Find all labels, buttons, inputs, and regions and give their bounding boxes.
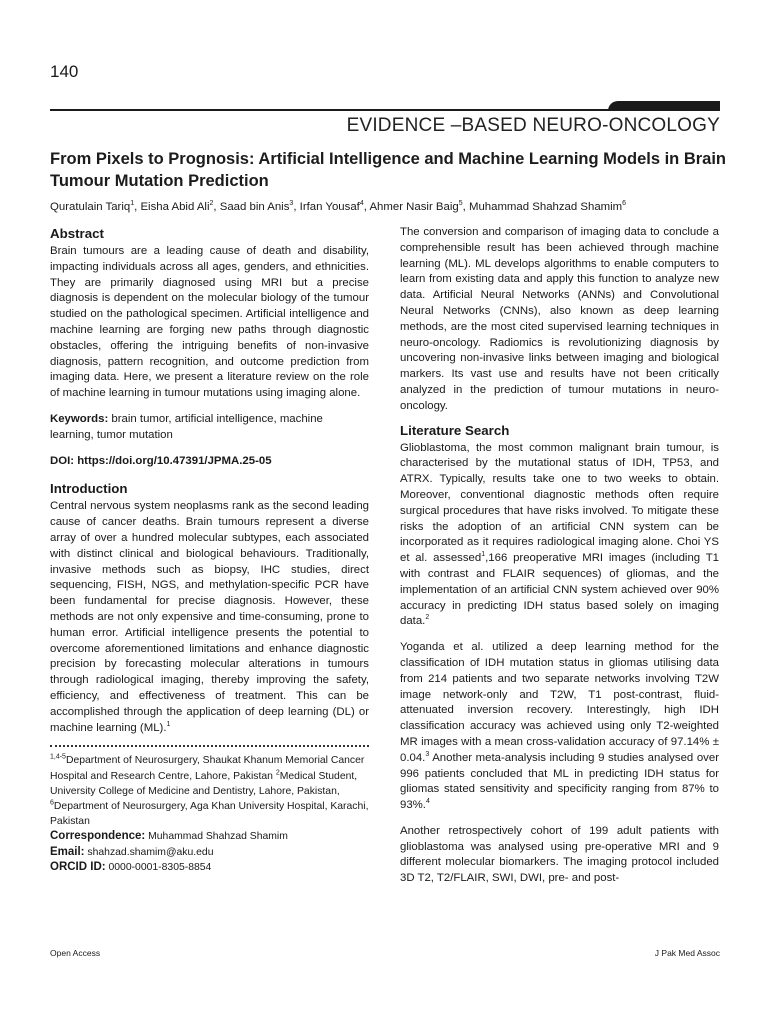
left-column [50,226,369,875]
literature-paragraph [400,441,719,631]
author-affiliation-mark: 2 [209,200,214,207]
ml-paragraph: The conversion and comparison of imaging data to conclude a comprehensible result has been achieved through machine learning (ML). ML develops algorithms to enable computers to learn from existing data and apply this function to analyze new data. Artificial Neural Networks (ANNs) and Convolutional Neural Networks (CNNs), also known as deep learning methods, are the most cited supervised learning techniques in neuro-oncology. Radiomics is revolutionizing diagnosis by uncovering non-invasive links between imaging and biological markers. Its vast use and results have not been critically analyzed in the prediction of tumour mutations in neuro-oncology. [400,226,719,412]
right-column [400,225,719,887]
abstract-heading: Abstract [50,226,104,241]
author: Quratulain Tariq [50,200,131,213]
citation-mark: 1 [166,720,171,728]
page-number: 140 [50,62,79,81]
author: Irfan Yousaf [299,200,360,213]
yoganda-text: Yoganda et al. utilized a deep learning method for the classification of IDH mutation status in gliomas utilising data from 214 patients and two separate networks involving T2W image network-only and T2W, T1 post-contrast, fluid-attenuated inversion recovery. Interestingly, high IDH classification accuracy was achieved using only T2-weighted MR images with a mean cross-validation accuracy of 97.14% ± 0.04. [400,641,719,764]
author-affiliation-mark: 6 [622,200,627,207]
keywords-label: Keywords: [50,412,109,425]
author-affiliation-mark: 4 [359,200,364,207]
yoganda-paragraph [400,640,719,814]
affiliation-mark: 1,4-5 [50,753,66,761]
keywords [50,412,369,444]
orcid-id: 0000-0001-8305-8854 [108,861,212,873]
abstract-text: Brain tumours are a leading cause of death and disability, impacting individuals across all ages, genders, and ethnicities. They are primarily diagnosed using MRI but a precise diagnosis is dependent on the molecular biology of the tumour studied on the pathological specimen. Artificial intelligence and machine learning are forging new paths through diagnostic obstacles, offering the intriguing benefits of non-invasive diagnosis, pattern recognition, and outcome prediction from imaging data. Here, we present a literature review on the role of machine learning in tumour mutations using imaging alone. [50,245,369,400]
cohort-paragraph: Another retrospectively cohort of 199 adult patients with glioblastoma was analysed using pre-operative MRI and 9 different molecular biomarkers. The imaging protocol included 3D T2, T2/FLAIR, SWI, DWI, pre- and post- [400,824,719,885]
author: Muhammad Shahzad Shamim [468,200,623,213]
correspondence-label: Correspondence: [50,830,146,843]
keywords-text: brain tumor, artificial intelligence, machine learning, tumor mutation [50,412,323,441]
introduction-heading: Introduction [50,481,128,497]
author-affiliation-mark: 1 [130,200,135,207]
author: Ahmer Nasir Baig [369,200,459,213]
author: Eisha Abid Ali [140,200,210,213]
author-affiliation-mark: 5 [458,200,463,207]
citation-mark: 4 [425,798,430,806]
article-title: From Pixels to Prognosis: Artificial Intelligence and Machine Learning Models in Brain Tumour Mutation Prediction [50,150,727,190]
literature-text: Glioblastoma, the most common malignant brain tumour, is characterised by the mutational status of IDH, TP53, and ATRX. Typically, results take one to two weeks to obtain. Moreover, conventional diagnostic methods often require surgical procedures that have risks involved. To mitigate these risks the adoption of an artificial CNN system can be incorporated as it requires radiological imaging alone. Choi YS et al. assessed [400,441,719,565]
author-list: Quratulain Tariq$^1$, Eisha Abid Ali$^2$, Saad bin Anis$^3$, Irfan Yousaf$^4$, Ahmer Nasir Baig$^5$, Muhammad Shahzad Shamim$^6$ [50,200,627,213]
yoganda-text: Another meta-analysis including 9 studies analysed over 996 patients concluded that ML in predicting IDH status for gliomas stated sensitivity and specificity ranging from 87% to 93%. [400,751,719,812]
citation-mark: 1 [481,551,486,559]
footer-journal: J Pak Med Assoc [654,948,720,958]
orcid-label: ORCID ID: [50,860,106,873]
introduction-body: Central nervous system neoplasms rank as the second leading cause of cancer deaths. Brain tumours represent a diverse array of over a hundred molecular subtypes, each associated with distinct clinical and biological behaviours. Traditionally, invasive methods such as biopsy, IHC studies, direct sequencing, FISH, NGS, and methylation-specific PCR have been fundamental for precise diagnosis. However, these methods are not only expensive and time-consuming, prone to human error. Artificial intelligence presents the potential to overcome aforementioned limitations and enhance diagnostic precision by forecasting molecular alterations in tumours through radiological imaging, thereby improving the safety, efficiency, and effectiveness of treatment. This can be accomplished through the application of deep learning (DL) or machine learning (ML). [50,500,369,734]
author-affiliation-mark: 3 [289,200,294,207]
correspondence-name: Muhammad Shahzad Shamim [148,831,288,843]
section-title: EVIDENCE –BASED NEURO-ONCOLOGY [346,115,720,136]
affiliations [50,753,369,875]
author: Saad bin Anis [219,200,290,213]
header-tab-decoration [608,101,720,111]
affiliation-text: Medical Student, University College of Medicine and Dentistry, Lahore, Pakistan, [50,770,358,797]
affiliation-text: Department of Neurosurgery, Aga Khan University Hospital, Karachi, Pakistan [50,800,369,828]
footer-open-access: Open Access [50,948,101,958]
literature-search-heading: Literature Search [400,422,510,438]
footnote-divider [50,745,369,747]
email-address[interactable]: shahzad.shamim@aku.edu [87,846,214,858]
literature-text: ,166 preoperative MRI images (including T1 with contrast and FLAIR sequences) of gliomas, and the implementation of an artificial CNN system achieved over 90% accuracy in predicting IDH status based solely on imaging data. [400,552,719,628]
affiliation-mark: 6 [50,799,54,807]
citation-mark: 2 [425,614,430,622]
affiliation-mark: 2 [275,769,280,777]
introduction-text [50,499,369,736]
doi: DOI: https://doi.org/10.47391/JPMA.25-05 [50,454,272,467]
email-label: Email: [50,845,85,858]
citation-mark: 3 [425,750,430,758]
affiliation-text: Department of Neurosurgery, Shaukat Khanum Memorial Cancer Hospital and Research Centre, Lahore, Pakistan [50,755,365,782]
